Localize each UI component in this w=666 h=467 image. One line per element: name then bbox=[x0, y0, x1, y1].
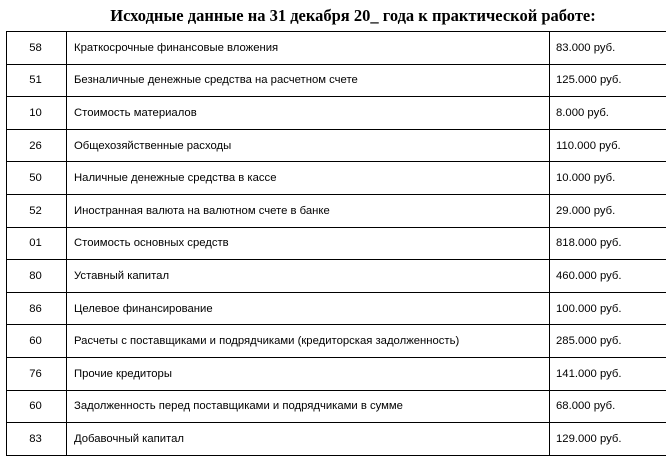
table-row bbox=[7, 32, 666, 65]
account-name-cell: Добавочный капитал bbox=[67, 423, 550, 456]
table-row bbox=[7, 292, 666, 325]
account-code-cell: 86 bbox=[7, 292, 67, 325]
amount-cell: 285.000 руб. bbox=[550, 325, 666, 358]
account-name-cell: Стоимость материалов bbox=[67, 97, 550, 130]
table-row bbox=[7, 97, 666, 130]
accounts-table-body bbox=[7, 32, 666, 456]
amount-cell: 29.000 руб. bbox=[550, 194, 666, 227]
amount-cell: 68.000 руб. bbox=[550, 390, 666, 423]
amount-cell: 110.000 руб. bbox=[550, 129, 666, 162]
account-name-cell: Целевое финансирование bbox=[67, 292, 550, 325]
amount-cell: 100.000 руб. bbox=[550, 292, 666, 325]
amount-cell: 818.000 руб. bbox=[550, 227, 666, 260]
account-name-cell: Общехозяйственные расходы bbox=[67, 129, 550, 162]
amount-cell: 10.000 руб. bbox=[550, 162, 666, 195]
account-name-cell: Прочие кредиторы bbox=[67, 357, 550, 390]
account-name-cell: Уставный капитал bbox=[67, 260, 550, 293]
page-title: Исходные данные на 31 декабря 20_ года к практической работе: bbox=[110, 6, 596, 25]
account-name-cell: Расчеты с поставщиками и подрядчиками (кредиторская задолженность) bbox=[67, 325, 550, 358]
amount-cell: 83.000 руб. bbox=[550, 32, 666, 65]
table-row bbox=[7, 325, 666, 358]
account-code-cell: 10 bbox=[7, 97, 67, 130]
amount-cell: 8.000 руб. bbox=[550, 97, 666, 130]
amount-cell: 460.000 руб. bbox=[550, 260, 666, 293]
table-row bbox=[7, 260, 666, 293]
account-name-cell: Задолженность перед поставщиками и подрядчиками в сумме bbox=[67, 390, 550, 423]
table-row bbox=[7, 357, 666, 390]
account-code-cell: 58 bbox=[7, 32, 67, 65]
table-row bbox=[7, 390, 666, 423]
account-code-cell: 83 bbox=[7, 423, 67, 456]
account-name-cell: Иностранная валюта на валютном счете в банке bbox=[67, 194, 550, 227]
table-row bbox=[7, 227, 666, 260]
table-row bbox=[7, 162, 666, 195]
amount-cell: 141.000 руб. bbox=[550, 357, 666, 390]
table-row bbox=[7, 64, 666, 97]
table-row bbox=[7, 129, 666, 162]
accounts-table bbox=[6, 31, 666, 456]
account-code-cell: 60 bbox=[7, 390, 67, 423]
account-code-cell: 52 bbox=[7, 194, 67, 227]
account-name-cell: Наличные денежные средства в кассе bbox=[67, 162, 550, 195]
account-code-cell: 01 bbox=[7, 227, 67, 260]
account-name-cell: Стоимость основных средств bbox=[67, 227, 550, 260]
account-name-cell: Безналичные денежные средства на расчетном счете bbox=[67, 64, 550, 97]
account-name-cell: Краткосрочные финансовые вложения bbox=[67, 32, 550, 65]
account-code-cell: 60 bbox=[7, 325, 67, 358]
account-code-cell: 50 bbox=[7, 162, 67, 195]
table-row bbox=[7, 423, 666, 456]
account-code-cell: 80 bbox=[7, 260, 67, 293]
account-code-cell: 76 bbox=[7, 357, 67, 390]
amount-cell: 125.000 руб. bbox=[550, 64, 666, 97]
amount-cell: 129.000 руб. bbox=[550, 423, 666, 456]
account-code-cell: 51 bbox=[7, 64, 67, 97]
account-code-cell: 26 bbox=[7, 129, 67, 162]
table-row bbox=[7, 194, 666, 227]
